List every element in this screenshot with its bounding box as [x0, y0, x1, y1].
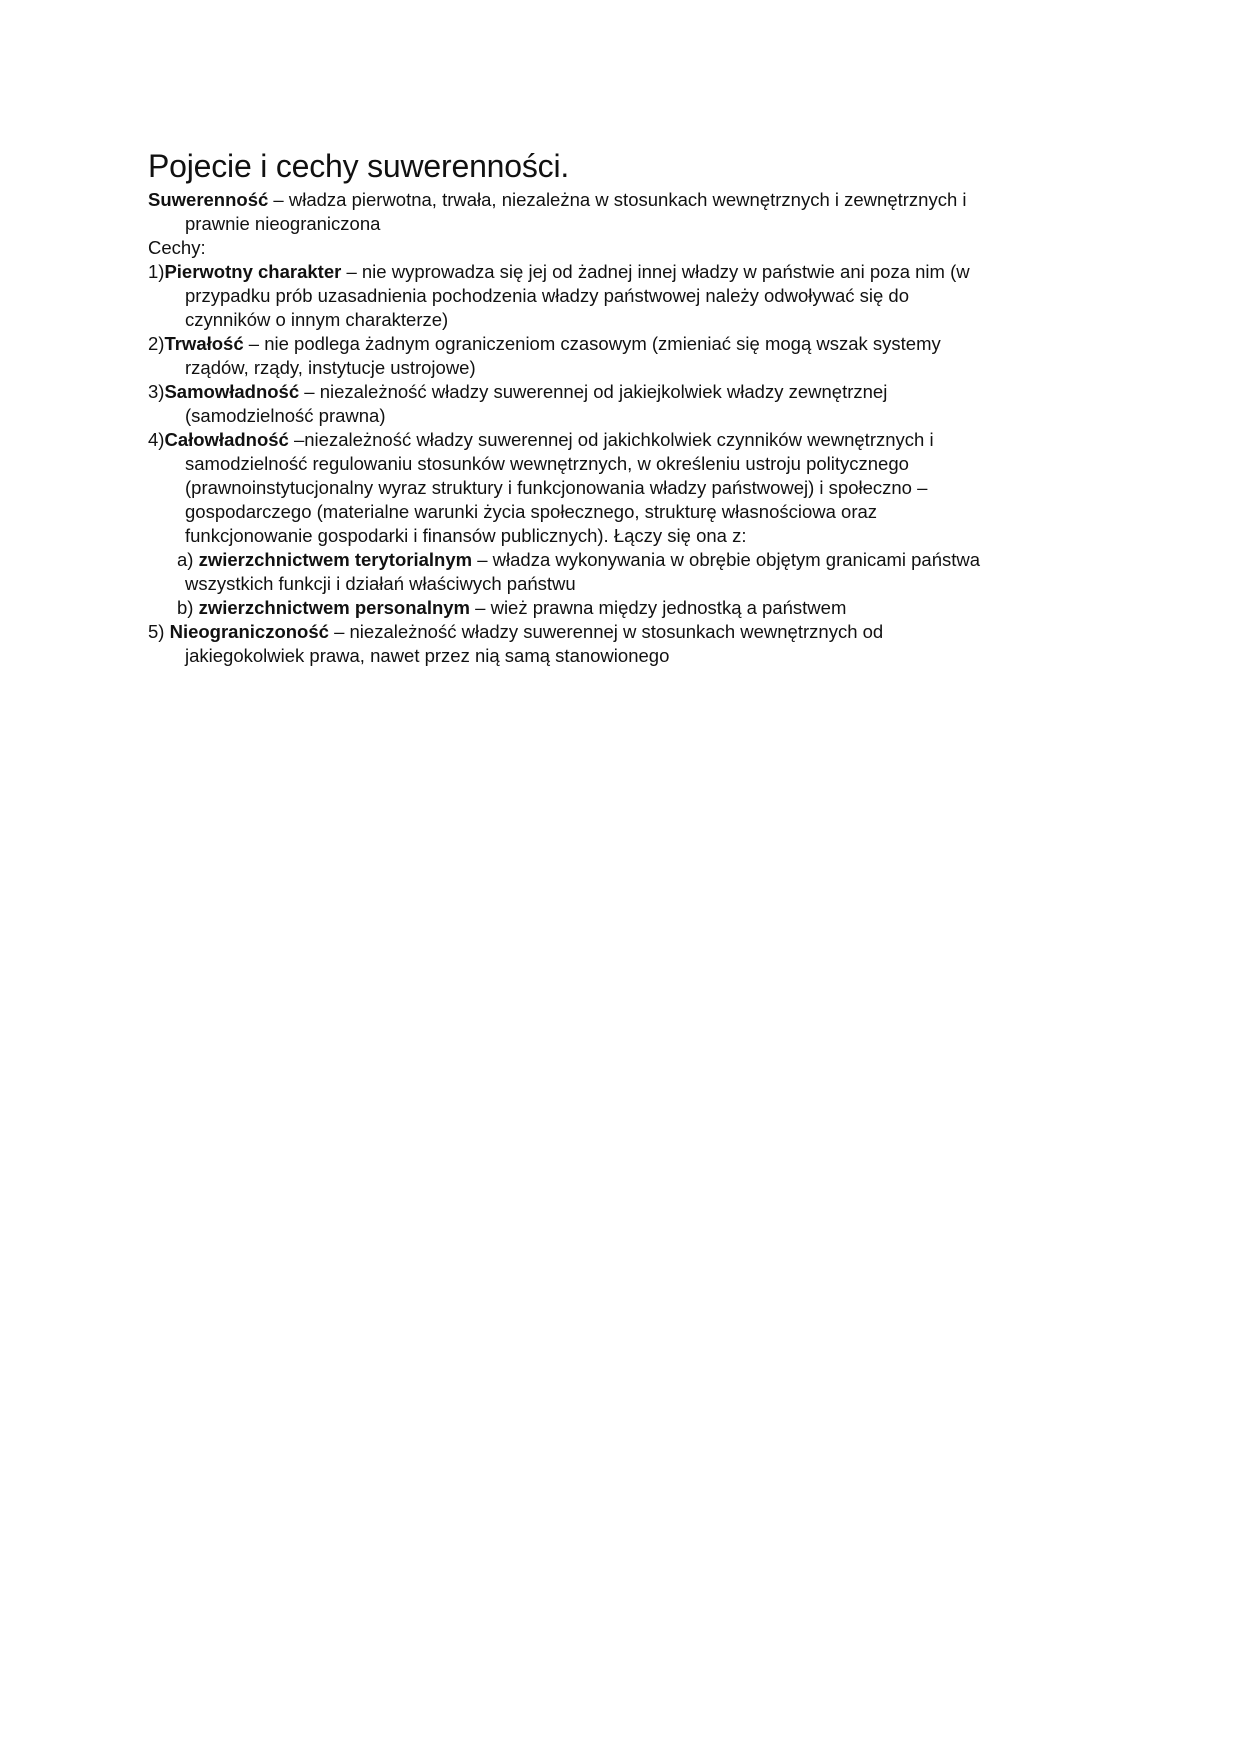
item-text: – niezależność władzy suwerennej od jakiejkolwiek władzy zewnętrznej	[299, 381, 888, 402]
sub-item-a-line-2: wszystkich funkcji i działań właściwych państwu	[185, 573, 576, 594]
feature-item-4-line-5: funkcjonowanie gospodarki i finansów publicznych). Łączy się ona z:	[185, 525, 747, 546]
item-term: Pierwotny charakter	[164, 261, 342, 282]
feature-item-3	[148, 380, 1098, 404]
item-text: – nie podlega żadnym ograniczeniom czasowym (zmieniać się mogą wszak systemy	[243, 333, 941, 354]
feature-item-4-line-4: gospodarczego (materialne warunki życia społecznego, strukturę własnościowa oraz	[185, 501, 878, 522]
sub-item-term: zwierzchnictwem terytorialnym	[198, 549, 473, 570]
definition-line-2: prawnie nieograniczona	[185, 213, 381, 234]
sub-item-term: zwierzchnictwem personalnym	[198, 597, 471, 618]
feature-item-4	[148, 428, 1098, 452]
feature-item-4-line-3: (prawnoinstytucjonalny wyraz struktury i funkcjonowania władzy państwowej) i społeczno –	[185, 477, 928, 498]
definition-text: – władza pierwotna, trwała, niezależna w stosunkach wewnętrznych i zewnętrznych i	[268, 189, 967, 210]
feature-item-1-line-3: czynników o innym charakterze)	[185, 309, 449, 330]
item-text: – nie wyprowadza się jej od żadnej innej władzy w państwie ani poza nim (w	[341, 261, 970, 282]
item-number: 2)	[148, 333, 165, 354]
definition-line-1	[148, 188, 1098, 212]
item-term: Samowładność	[164, 381, 300, 402]
item-number: 3)	[148, 381, 165, 402]
sub-item-text: – władza wykonywania w obrębie objętym granicami państwa	[472, 549, 981, 570]
feature-item-2	[148, 332, 1098, 356]
definition-term: Suwerenność	[148, 189, 269, 210]
sub-item-a	[148, 548, 1098, 572]
feature-item-3-line-2: (samodzielność prawna)	[185, 405, 386, 426]
item-number: 1)	[148, 261, 165, 282]
feature-item-2-line-2: rządów, rządy, instytucje ustrojowe)	[185, 357, 476, 378]
sub-item-label: a)	[177, 549, 194, 570]
feature-item-4-line-2: samodzielność regulowaniu stosunków wewnętrznych, w określeniu ustroju politycznego	[185, 453, 909, 474]
feature-item-1	[148, 260, 1098, 284]
item-term: Całowładność	[164, 429, 289, 450]
features-heading: Cechy:	[148, 237, 206, 258]
sub-item-label: b)	[177, 597, 194, 618]
item-text: – niezależność władzy suwerennej w stosunkach wewnętrznych od	[328, 621, 884, 642]
item-term: Trwałość	[164, 333, 244, 354]
sub-item-b	[148, 596, 1098, 620]
item-term: Nieograniczoność	[169, 621, 329, 642]
item-number: 5)	[148, 621, 170, 642]
feature-item-1-line-2: przypadku prób uzasadnienia pochodzenia władzy państwowej należy odwoływać się do	[185, 285, 909, 306]
document-page	[148, 146, 1098, 668]
item-text: –niezależność władzy suwerennej od jakichkolwiek czynników wewnętrznych i	[288, 429, 934, 450]
sub-item-text: – wież prawna między jednostką a państwem	[470, 597, 847, 618]
feature-item-5-line-2: jakiegokolwiek prawa, nawet przez nią samą stanowionego	[185, 645, 670, 666]
item-number: 4)	[148, 429, 165, 450]
page-title: Pojecie i cechy suwerenności.	[148, 148, 570, 184]
feature-item-5	[148, 620, 1098, 644]
